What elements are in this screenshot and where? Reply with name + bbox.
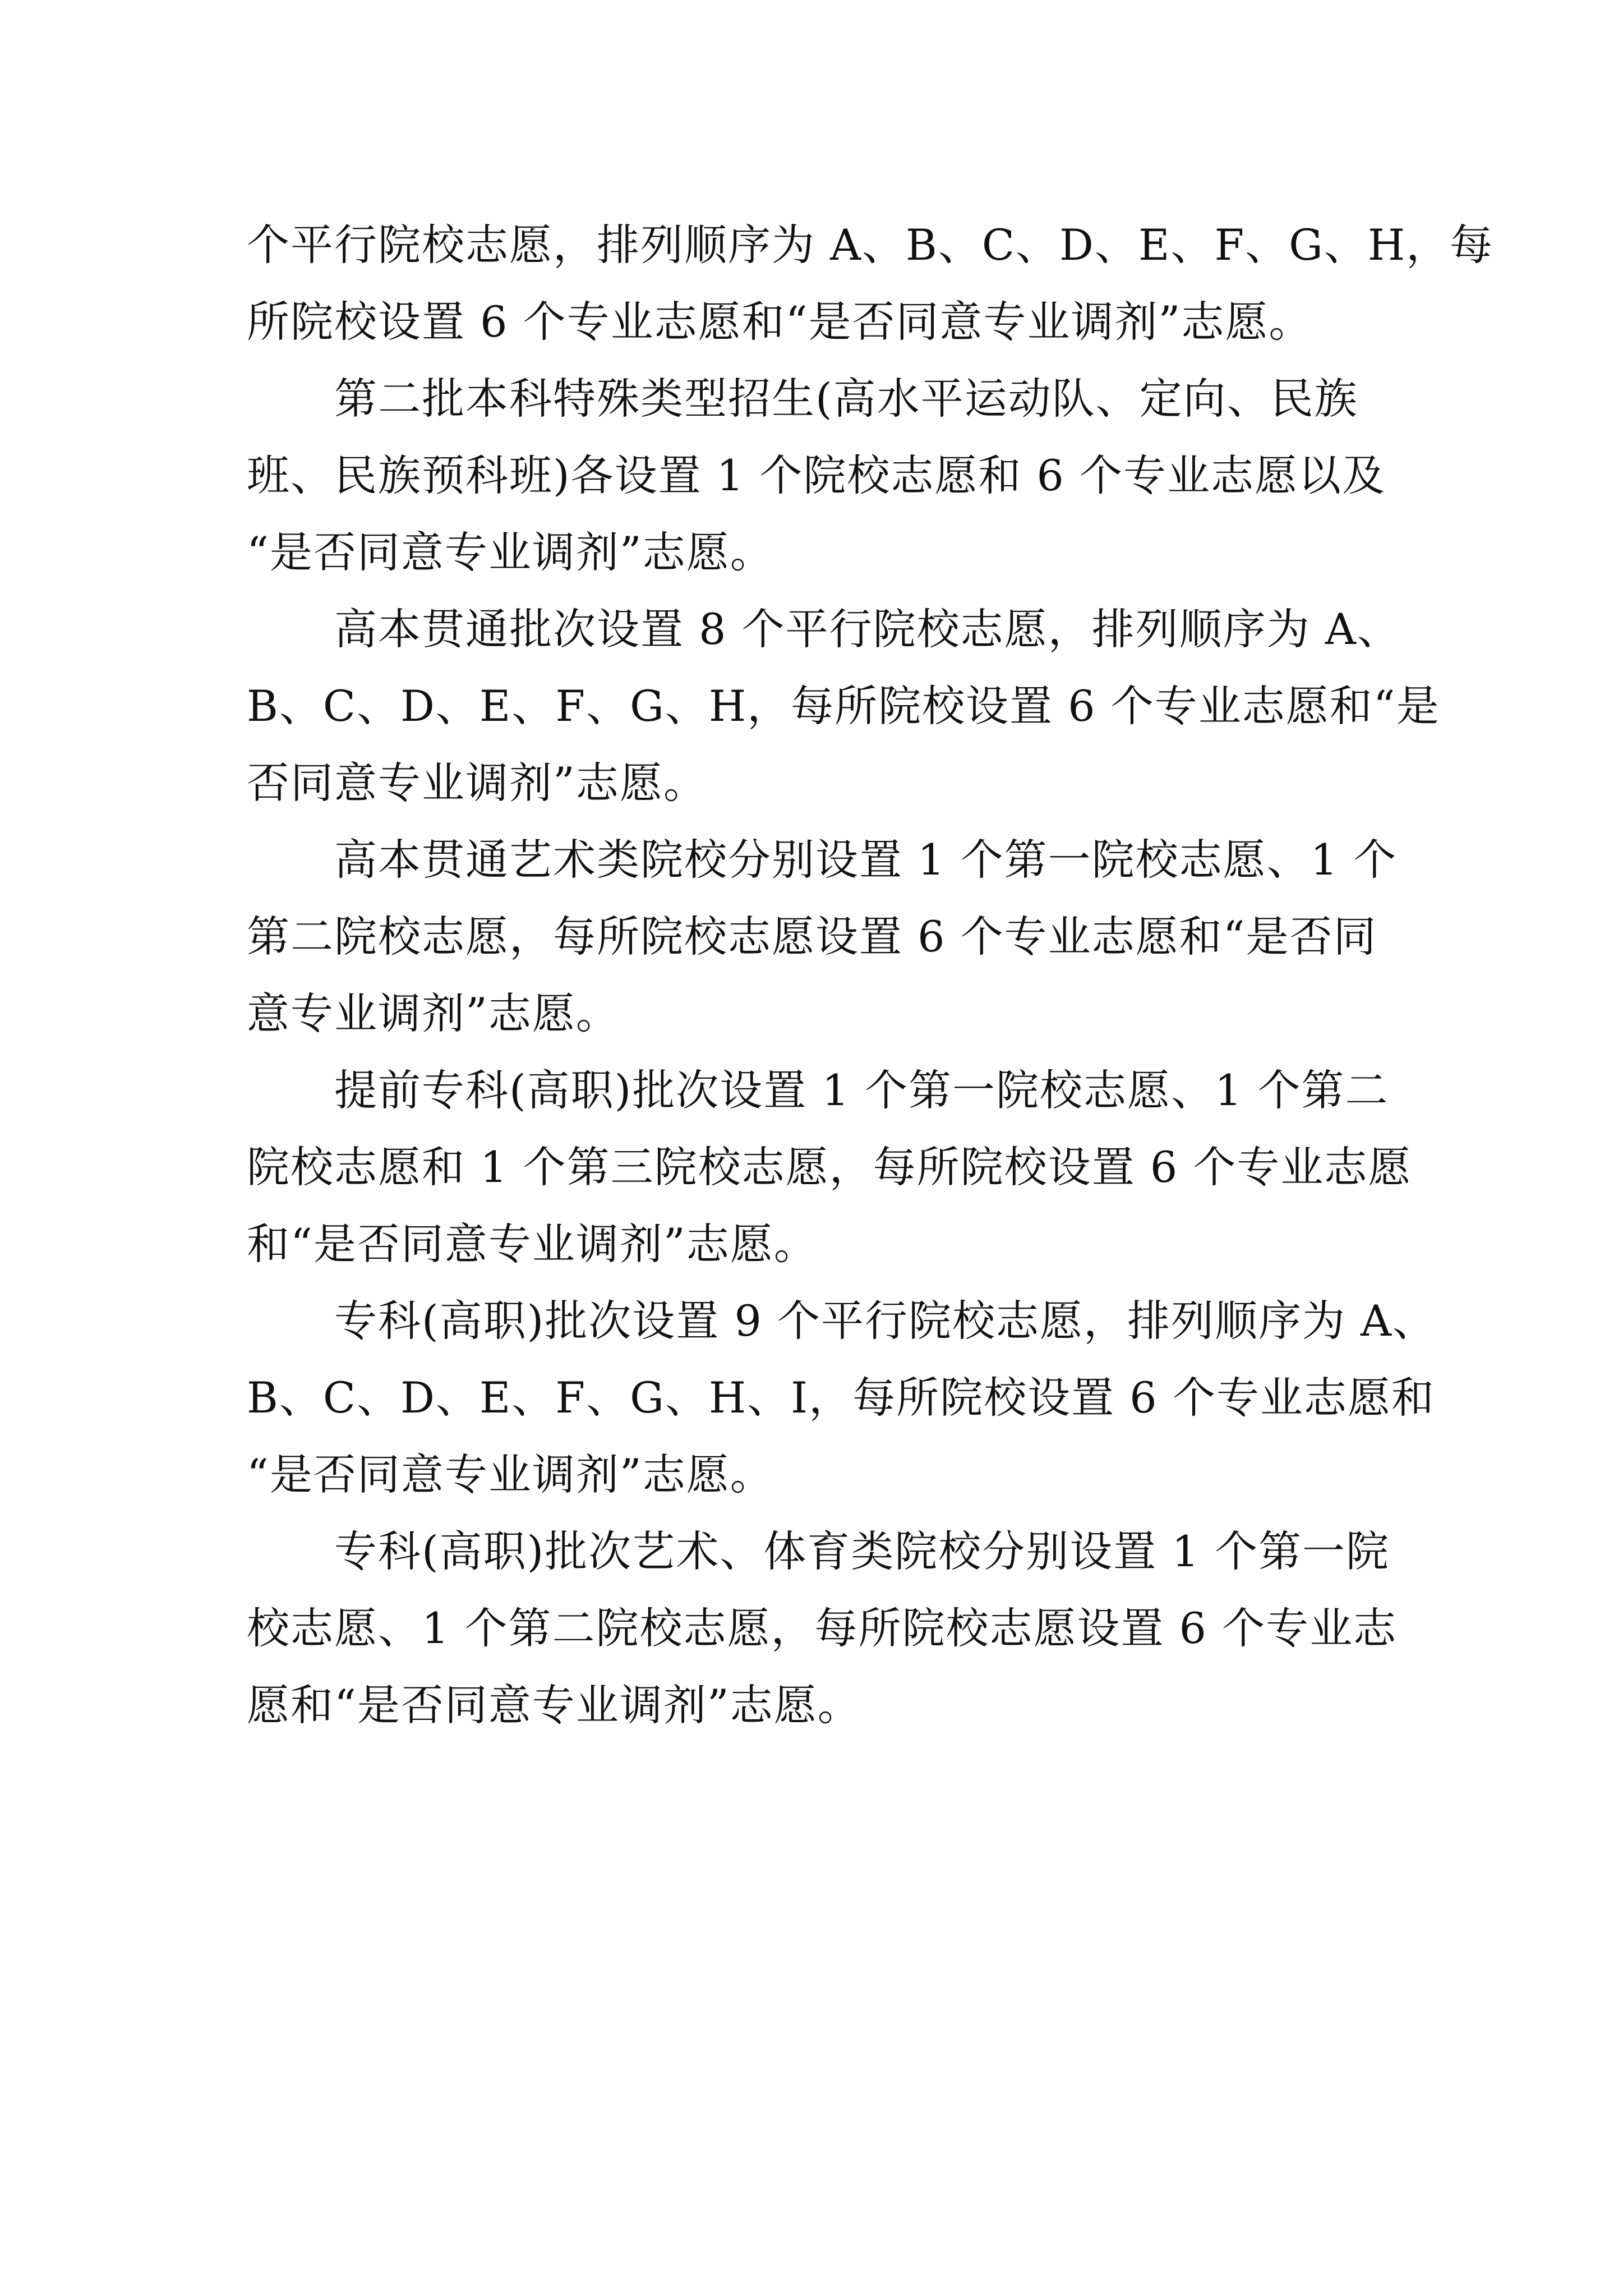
- text-line: “是否同意专业调剂”志愿。: [247, 527, 774, 577]
- text-line: 专科(高职)批次设置 9 个平行院校志愿，排列顺序为 A、: [247, 1296, 1437, 1346]
- text-line: 和“是否同意专业调剂”志愿。: [247, 1219, 818, 1269]
- text-line: 否同意专业调剂”志愿。: [247, 758, 707, 808]
- text-line: “是否同意专业调剂”志愿。: [247, 1450, 774, 1499]
- text-line: 校志愿、1 个第二院校志愿，每所院校志愿设置 6 个专业志: [247, 1603, 1398, 1653]
- text-line: B、C、D、E、F、G、H、I，每所院校设置 6 个专业志愿和: [247, 1373, 1435, 1423]
- text-line: 高本贯通艺术类院校分别设置 1 个第一院校志愿、1 个: [247, 835, 1398, 885]
- text-line: 第二院校志愿，每所院校志愿设置 6 个专业志愿和“是否同: [247, 912, 1377, 961]
- text-line: 班、民族预科班)各设置 1 个院校志愿和 6 个专业志愿以及: [247, 450, 1386, 500]
- text-line: 意专业调剂”志愿。: [247, 988, 620, 1038]
- text-line: 所院校设置 6 个专业志愿和“是否同意专业调剂”志愿。: [247, 297, 1313, 347]
- text-line: B、C、D、E、F、G、H，每所院校设置 6 个专业志愿和“是: [247, 681, 1440, 731]
- text-line: 院校志愿和 1 个第三院校志愿，每所院校设置 6 个专业志愿: [247, 1142, 1412, 1192]
- text-line: 第二批本科特殊类型招生(高水平运动队、定向、民族: [247, 374, 1358, 424]
- text-line: 专科(高职)批次艺术、体育类院校分别设置 1 个第一院: [247, 1526, 1390, 1576]
- text-line: 个平行院校志愿，排列顺序为 A、B、C、D、E、F、G、H，每: [247, 220, 1494, 270]
- text-line: 高本贯通批次设置 8 个平行院校志愿，排列顺序为 A、: [247, 604, 1401, 654]
- document-body: [247, 206, 1494, 1743]
- text-line: 提前专科(高职)批次设置 1 个第一院校志愿、1 个第二: [247, 1065, 1389, 1115]
- text-line: 愿和“是否同意专业调剂”志愿。: [247, 1680, 861, 1730]
